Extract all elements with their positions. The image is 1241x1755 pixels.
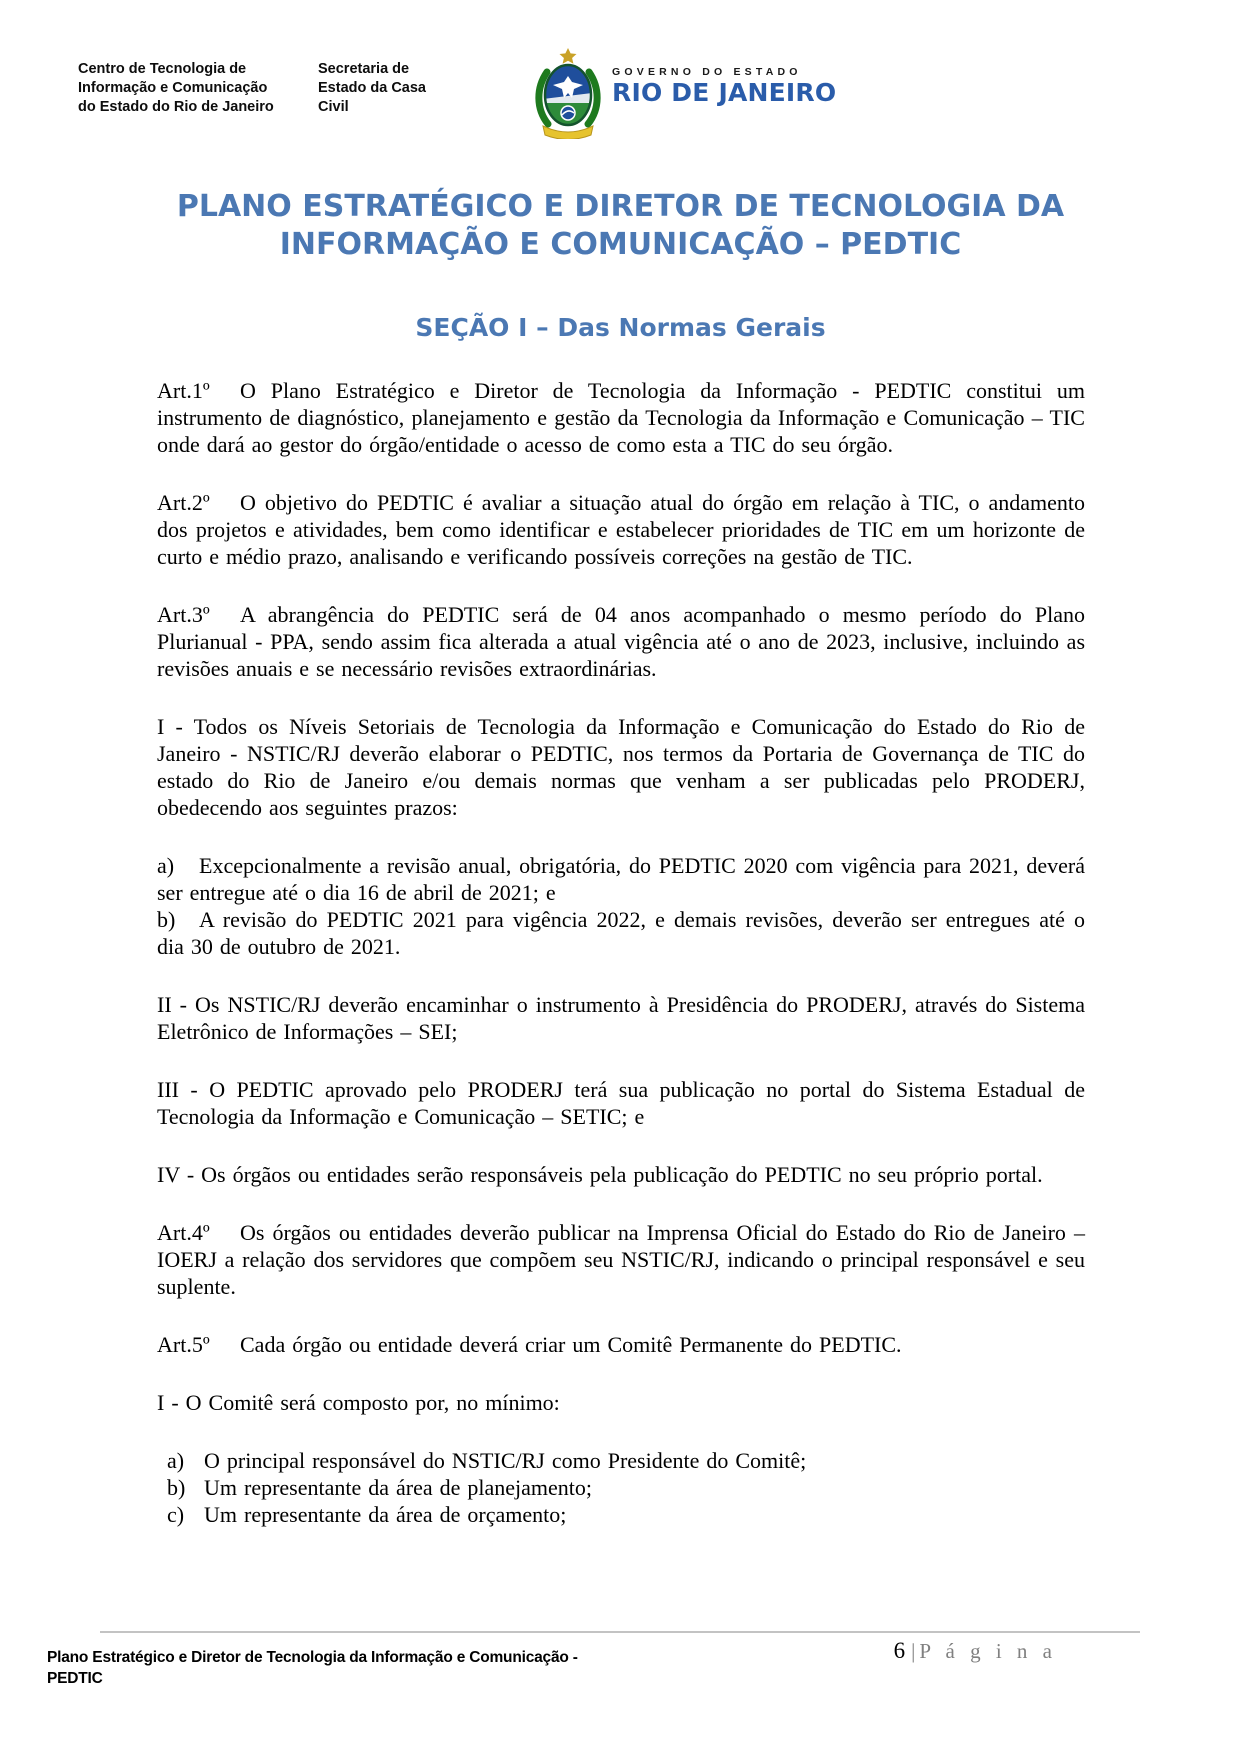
article-5-text: Cada órgão ou entidade deverá criar um Comitê Permanente do PEDTIC. (240, 1332, 902, 1357)
list-item-b-text: Um representante da área de planejamento; (204, 1475, 593, 1500)
page-number-separator: | (911, 1639, 916, 1663)
list-item-c (167, 1501, 1085, 1528)
article-5-label: Art.5º (157, 1332, 210, 1357)
page-title: PLANO ESTRATÉGICO E DIRETOR DE TECNOLOGIA DA INFORMAÇÃO E COMUNICAÇÃO – PEDTIC (176, 189, 1065, 262)
article-2-text: O objetivo do PEDTIC é avaliar a situação atual do órgão em relação à TIC, o andamento dos projetos e atividades, bem como identificar e estabelecer prioridades de TIC em um horizonte de curto e médio prazo, analisando e verificando possíveis correções na gestão de TIC. (157, 490, 1085, 569)
org-name-ctic: Centro de Tecnologia de Informação e Comunicação do Estado do Rio de Janeiro (78, 61, 274, 115)
list-item-b (157, 906, 1085, 960)
list-item-a-label: a) (157, 853, 175, 878)
list-item-b-label: b) (157, 907, 176, 932)
government-logo (612, 66, 836, 106)
list-item-a (167, 1447, 1085, 1474)
clause-ii-sei: II - Os NSTIC/RJ deverão encaminhar o instrumento à Presidência do PRODERJ, através do Sistema Eletrônico de Informações – SEI; (157, 992, 1085, 1044)
rio-de-janeiro-wordmark: RIO DE JANEIRO (612, 78, 837, 107)
list-item-a-text: Excepcionalmente a revisão anual, obrigatória, do PEDTIC 2020 com vigência para 2021, deverá ser entregue até o dia 16 de abril de 2021; e (157, 853, 1085, 905)
article-1 (157, 377, 1085, 458)
list-item-a (157, 852, 1085, 906)
section-heading: SEÇÃO I – Das Normas Gerais (415, 313, 826, 342)
footer-doc-title: Plano Estratégico e Diretor de Tecnologia da Informação e Comunicação - PEDTIC (47, 1649, 578, 1687)
article-4-text: Os órgãos ou entidades deverão publicar na Imprensa Oficial do Estado do Rio de Janeiro – IOERJ a relação dos servidores que compõem seu NSTIC/RJ, indicando o principal responsável e seu suplente. (157, 1220, 1085, 1299)
list-item-a-text: O principal responsável do NSTIC/RJ como Presidente do Comitê; (204, 1448, 807, 1473)
deadline-items (157, 852, 1085, 960)
page-word: P á g i n a (919, 1639, 1057, 1663)
article-1-text: O Plano Estratégico e Diretor de Tecnologia da Informação - PEDTIC constitui um instrumento de diagnóstico, planejamento e gestão da Tecnologia da Informação e Comunicação – TIC onde dará ao gestor do órgão/entidade o acesso de como esta a TIC do seu órgão. (157, 378, 1085, 457)
clause-iii-setic: III - O PEDTIC aprovado pelo PRODERJ terá sua publicação no portal do Sistema Estadual de Tecnologia da Informação e Comunicação – SETIC; e (157, 1077, 1085, 1129)
article-3-label: Art.3º (157, 602, 210, 627)
clause-i-comite: I - O Comitê será composto por, no mínimo: (157, 1390, 560, 1415)
list-item-c-label: c) (167, 1502, 185, 1527)
article-2-label: Art.2º (157, 490, 210, 515)
article-4-label: Art.4º (157, 1220, 210, 1245)
rio-de-janeiro-coat-of-arms-icon (528, 47, 608, 139)
article-5 (157, 1331, 1085, 1358)
list-item-b-text: A revisão do PEDTIC 2021 para vigência 2022, e demais revisões, deverão ser entregues até o dia 30 de outubro de 2021. (157, 907, 1085, 959)
governo-do-estado-label: GOVERNO DO ESTADO (612, 66, 802, 78)
article-3-text: A abrangência do PEDTIC será de 04 anos acompanhado o mesmo período do Plano Plurianual - PPA, sendo assim fica alterada a atual vigência até o ano de 2023, inclusive, incluindo as revisões anuais e se necessário revisões extraordinárias. (157, 602, 1085, 681)
article-3 (157, 601, 1085, 682)
list-item-b-label: b) (167, 1475, 186, 1500)
page-number (894, 1638, 1057, 1664)
article-4 (157, 1219, 1085, 1300)
footer-divider (100, 1631, 1140, 1633)
document-body (157, 377, 1085, 1559)
article-1-label: Art.1º (157, 378, 210, 403)
list-item-c-text: Um representante da área de orçamento; (204, 1502, 567, 1527)
page-number-value: 6 (893, 1638, 906, 1663)
comite-member-list (157, 1447, 1085, 1528)
list-item-b (167, 1474, 1085, 1501)
clause-iv-portal: IV - Os órgãos ou entidades serão responsáveis pela publicação do PEDTIC no seu próprio portal. (157, 1162, 1043, 1187)
article-2 (157, 489, 1085, 570)
org-name-casa-civil: Secretaria de Estado da Casa Civil (318, 61, 426, 115)
clause-i-levels: I - Todos os Níveis Setoriais de Tecnologia da Informação e Comunicação do Estado do Rio de Janeiro - NSTIC/RJ deverão elaborar o PEDTIC, nos termos da Portaria de Governança de TIC do estado do Rio de Janeiro e/ou demais normas que venham a ser publicadas pelo PRODERJ, obedecendo aos seguintes prazos: (157, 714, 1085, 820)
list-item-a-label: a) (167, 1448, 185, 1473)
